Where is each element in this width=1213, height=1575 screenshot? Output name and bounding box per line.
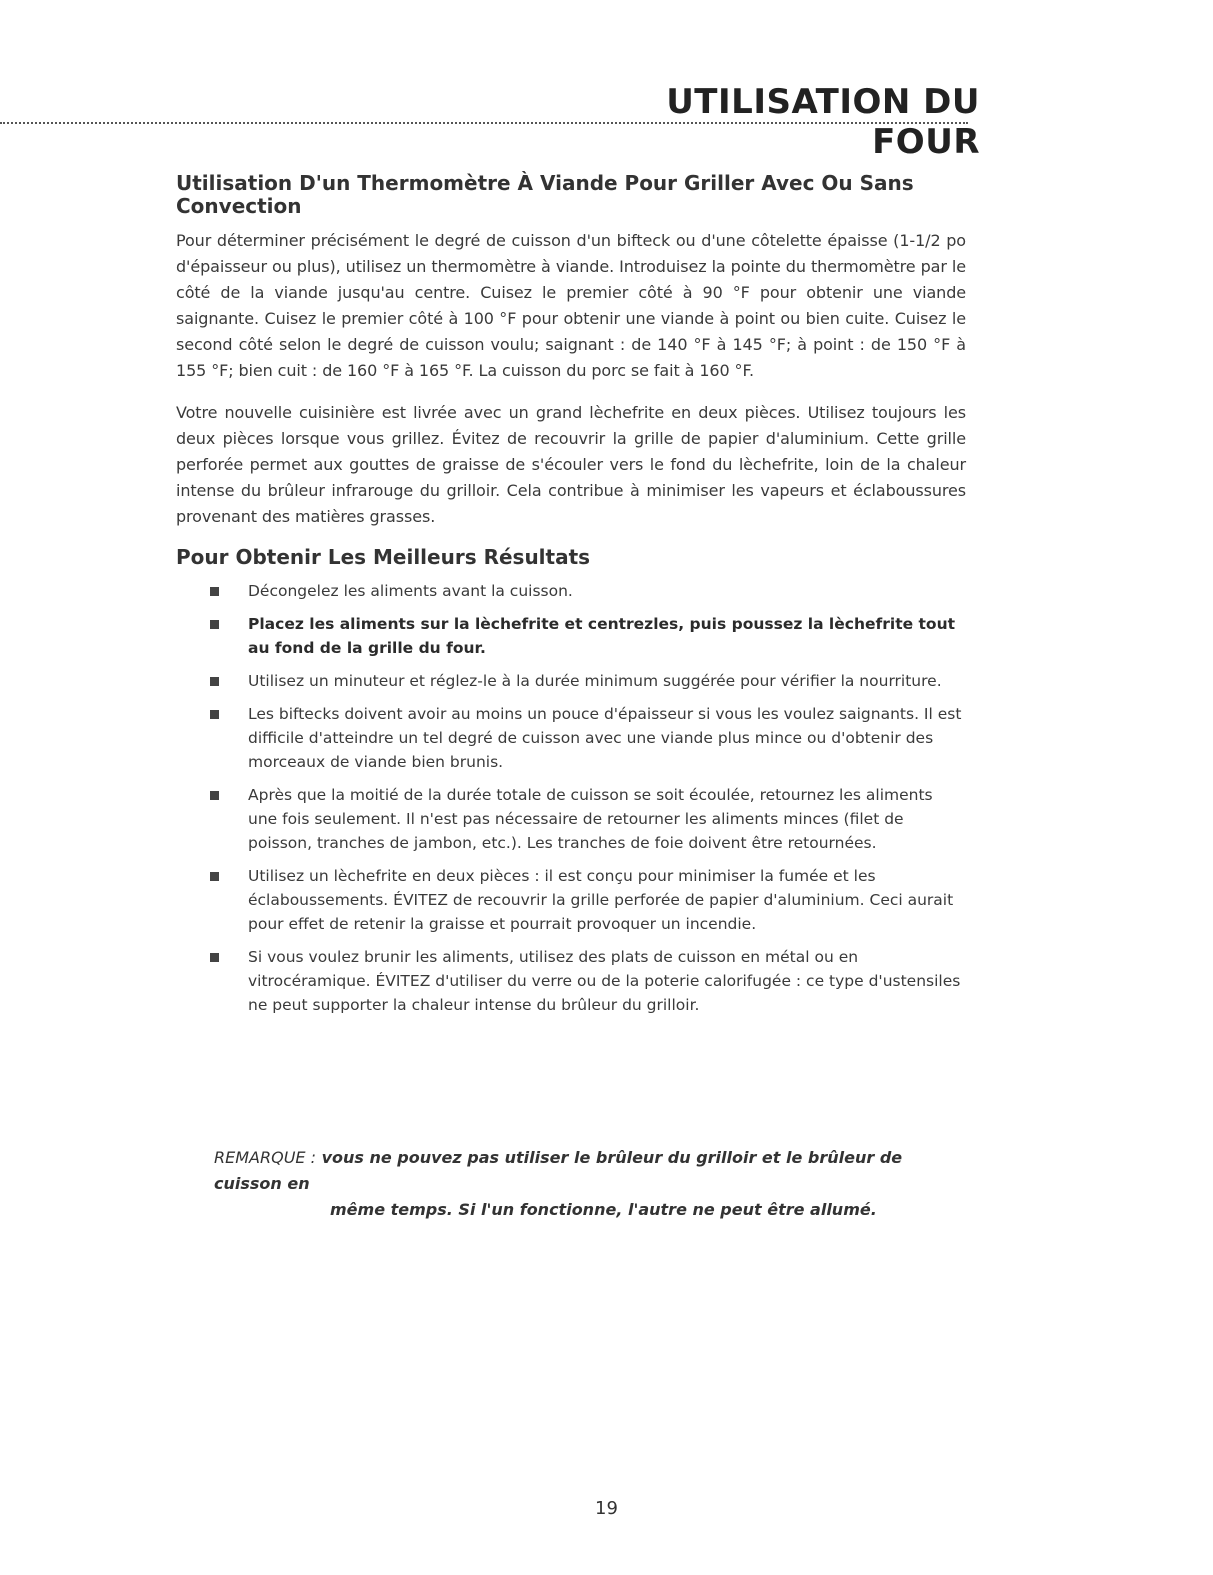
list-item-text: Les biftecks doivent avoir au moins un pouce d'épaisseur si vous les voulez saignants. Il est difficile d'atteindre un tel degré de cuisson avec une viande plus mince ou d'obtenir des morceaux de viande bien brunis. bbox=[248, 705, 962, 771]
list-item bbox=[176, 864, 966, 936]
paragraph-thermometer-instructions: Pour déterminer précisément le degré de cuisson d'un bifteck ou d'une côtelette épaisse (1-1/2 po d'épaisseur ou plus), utilisez un thermomètre à viande. Introduisez la pointe du thermomètre par le côté de la viande jusqu'au centre. Cuisez le premier côté à 90 °F pour obtenir une viande saignante. Cuisez le premier côté à 100 °F pour obtenir une viande à point ou bien cuite. Cuisez le second côté selon le degré de cuisson voulu; saignant : de 140 °F à 145 °F; à point : de 150 °F à 155 °F; bien cuit : de 160 °F à 165 °F. La cuisson du porc se fait à 160 °F. bbox=[176, 231, 966, 380]
square-bullet-icon bbox=[210, 710, 219, 719]
note-line-2: même temps. Si l'un fonctionne, l'autre ne peut être allumé. bbox=[330, 1200, 877, 1219]
tips-list bbox=[176, 579, 966, 1017]
list-item bbox=[176, 579, 966, 603]
list-item bbox=[176, 702, 966, 774]
square-bullet-icon bbox=[210, 872, 219, 881]
list-item-text: Utilisez un minuteur et réglez-le à la durée minimum suggérée pour vérifier la nourriture. bbox=[248, 672, 942, 690]
list-item-text: Décongelez les aliments avant la cuisson. bbox=[248, 582, 573, 600]
list-item-text: Si vous voulez brunir les aliments, utilisez des plats de cuisson en métal ou en vitrocéramique. ÉVITEZ d'utiliser du verre ou de la poterie calorifugée : ce type d'ustensiles ne peut supporter la chaleur intense du brûleur du grilloir. bbox=[248, 948, 961, 1014]
note-block bbox=[214, 1145, 974, 1223]
section-heading-meat-thermometer: Utilisation D'un Thermomètre À Viande Pour Griller Avec Ou Sans Convection bbox=[176, 171, 914, 218]
list-item-text: Après que la moitié de la durée totale de cuisson se soit écoulée, retournez les aliments une fois seulement. Il n'est pas nécessaire de retourner les aliments minces (filet de poisson, tranches de jambon, etc.). Les tranches de foie doivent être retournées. bbox=[248, 786, 933, 852]
list-item-text: Utilisez un lèchefrite en deux pièces : il est conçu pour minimiser la fumée et les éclaboussements. ÉVITEZ de recouvrir la grille perforée de papier d'aluminium. Ceci aurait pour effet de retenir la graisse et pourrait provoquer un incendie. bbox=[248, 867, 954, 933]
list-item bbox=[176, 669, 966, 693]
square-bullet-icon bbox=[210, 620, 219, 629]
square-bullet-icon bbox=[210, 953, 219, 962]
list-item bbox=[176, 783, 966, 855]
note-label: REMARQUE : bbox=[214, 1148, 316, 1167]
list-item bbox=[176, 945, 966, 1017]
section-heading-best-results: Pour Obtenir Les Meilleurs Résultats bbox=[176, 545, 591, 569]
square-bullet-icon bbox=[210, 587, 219, 596]
page-number: 19 bbox=[595, 1498, 618, 1519]
paragraph-broiler-pan: Votre nouvelle cuisinière est livrée avec un grand lèchefrite en deux pièces. Utilisez toujours les deux pièces lorsque vous grillez. Évitez de recouvrir la grille de papier d'aluminium. Cette grille perforée permet aux gouttes de graisse de s'écouler vers le fond du lèchefrite, loin de la chaleur intense du brûleur infrarouge du grilloir. Cela contribue à minimiser les vapeurs et éclaboussures provenant des matières grasses. bbox=[176, 403, 966, 526]
list-item bbox=[176, 612, 966, 660]
square-bullet-icon bbox=[210, 791, 219, 800]
header-divider bbox=[0, 122, 968, 124]
main-content bbox=[176, 172, 966, 1026]
square-bullet-icon bbox=[210, 677, 219, 686]
list-item-text: Placez les aliments sur la lèchefrite et centrezles, puis poussez la lèchefrite tout au fond de la grille du four. bbox=[248, 615, 956, 657]
page-section-title: UTILISATION DU FOUR bbox=[666, 82, 980, 162]
note-line-1: vous ne pouvez pas utiliser le brûleur du grilloir et le brûleur de cuisson en bbox=[214, 1148, 903, 1193]
